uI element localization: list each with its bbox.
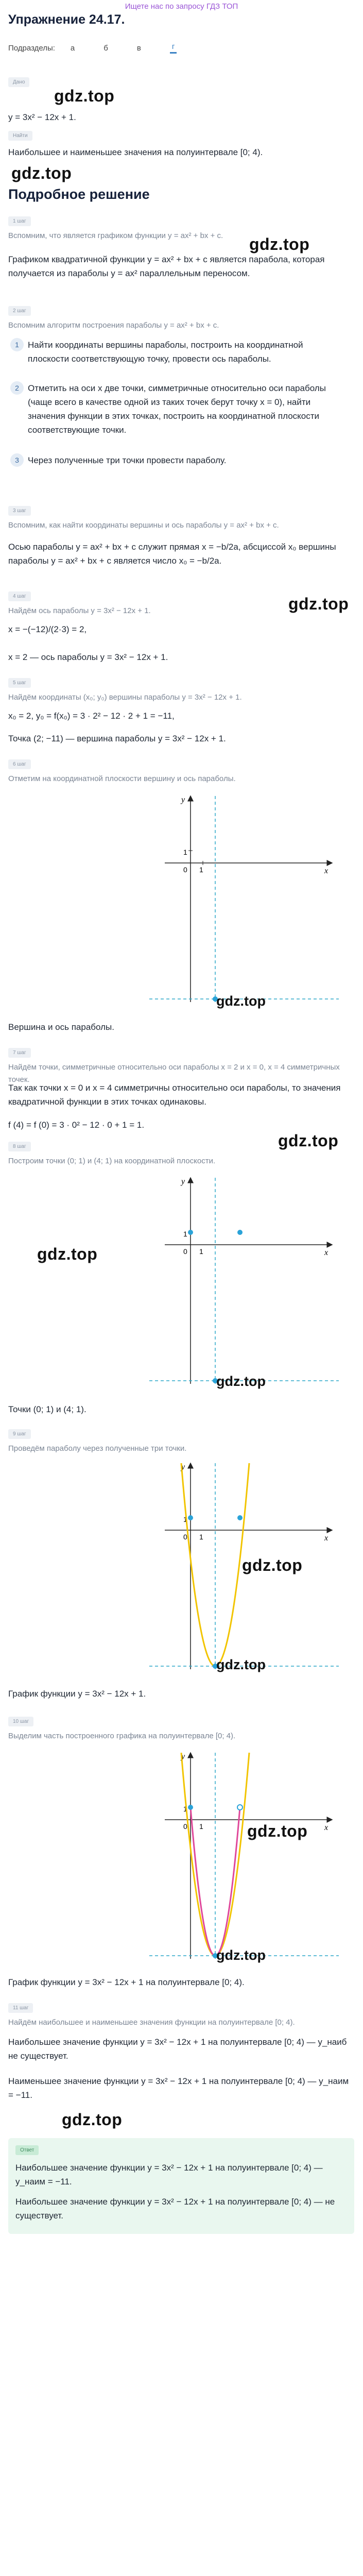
y-label: y bbox=[181, 1463, 185, 1471]
watermark: gdz.top bbox=[37, 1245, 98, 1263]
step-tag: 7 шаг bbox=[8, 1048, 31, 1058]
detailed-solution-title: Подробное решение bbox=[8, 187, 150, 202]
graph-interval bbox=[149, 1748, 339, 1964]
step-hint: Найдём точки, симметричные относительно оси параболы x = 2 и x = 0, x = 4 симметричных точек. bbox=[8, 1063, 340, 1084]
step-line: f (4) = f (0) = 3 · 0² − 12 · 0 + 1 = 1. bbox=[8, 1120, 145, 1130]
point-4-1 bbox=[237, 1515, 243, 1520]
step-line: x = −(−12)/(2·3) = 2, bbox=[8, 624, 87, 634]
tab-a[interactable]: а bbox=[70, 43, 75, 53]
top-banner-link[interactable]: Ищете нас по запросу ГДЗ ТОП bbox=[125, 2, 238, 11]
watermark: gdz.top bbox=[62, 2110, 123, 2129]
step-tag: 6 шаг bbox=[8, 759, 31, 769]
given-text: y = 3x² − 12x + 1. bbox=[8, 112, 76, 122]
given-tag: Дано bbox=[8, 77, 29, 87]
step-hint: Отметим на координатной плоскости вершину и ось параболы. bbox=[8, 774, 236, 783]
watermark: gdz.top bbox=[288, 595, 349, 613]
tick-x-label: 1 bbox=[199, 866, 203, 874]
step-line: x₀ = 2, y₀ = f(x₀) = 3 · 2² − 12 · 2 + 1 = −11, bbox=[8, 711, 175, 721]
origin-label: 0 bbox=[183, 866, 187, 874]
step-tag: 3 шаг bbox=[8, 506, 31, 516]
point-4-1-open bbox=[237, 1805, 243, 1810]
subsection-tabs bbox=[8, 42, 205, 54]
step-tag: 8 шаг bbox=[8, 1142, 31, 1151]
graph-vertex-axis bbox=[149, 791, 339, 1007]
watermark: gdz.top bbox=[247, 1822, 308, 1840]
page-title: Упражнение 24.17. bbox=[8, 12, 125, 27]
step-text: Осью параболы y = ax² + bx + c служит прямая x = −b/2a, абсциссой x₀ вершины параболы y = ax² + bx + c является число x₀ = −b/2a. bbox=[8, 542, 336, 566]
x-label: x bbox=[324, 867, 329, 875]
tab-g[interactable]: г bbox=[170, 42, 177, 54]
watermark: gdz.top bbox=[11, 164, 72, 182]
find-tag: Найти bbox=[8, 131, 32, 141]
watermark: gdz.top bbox=[54, 87, 115, 105]
step-tag: 9 шаг bbox=[8, 1429, 31, 1439]
step-tag: 2 шаг bbox=[8, 306, 31, 316]
algorithm-item: 3 Через полученные три точки провести параболу. bbox=[10, 453, 350, 467]
subsection-label: Подразделы: bbox=[8, 43, 55, 53]
x-label: x bbox=[324, 1823, 329, 1832]
step-text: Так как точки x = 0 и x = 4 симметричны относительно оси параболы, то значения квадратичной функции в этих точках одинаковы. bbox=[8, 1083, 341, 1107]
algorithm-item: 2 Отметить на оси x две точки, симметричные относительно оси параболы (чаще всего в качестве одной из таких точек берут точку x = 0), найти значения функции в этих точках, построить на координатной плоскости соответствующие точки. bbox=[10, 381, 350, 437]
origin-label: 0 bbox=[183, 1533, 187, 1541]
point-4-1 bbox=[237, 1230, 243, 1235]
step-hint: Вспомним, что является графиком функции y = ax² + bx + c. bbox=[8, 231, 223, 240]
step-line: x = 2 — ось параболы y = 3x² − 12x + 1. bbox=[8, 652, 168, 662]
tab-v[interactable]: в bbox=[136, 43, 141, 53]
x-label: x bbox=[324, 1534, 329, 1543]
point-0-1 bbox=[188, 1230, 193, 1235]
y-label: y bbox=[181, 795, 185, 804]
answer-box bbox=[8, 2138, 354, 2234]
graph-caption: График функции y = 3x² − 12x + 1 на полуинтервале [0; 4). bbox=[8, 1977, 245, 1987]
origin-label: 0 bbox=[183, 1247, 187, 1256]
step-tag: 10 шаг bbox=[8, 1717, 33, 1726]
tick-x-label: 1 bbox=[199, 1247, 203, 1256]
watermark: gdz.top bbox=[216, 993, 266, 1009]
step-hint: Вспомним алгоритм построения параболы y = ax² + bx + c. bbox=[8, 321, 219, 330]
origin-label: 0 bbox=[183, 1822, 187, 1831]
point-0-1 bbox=[188, 1805, 193, 1810]
step-line: Наименьшее значение функции y = 3x² − 12x + 1 на полуинтервале [0; 4) — y_наим = −11. bbox=[8, 2076, 349, 2100]
step-hint: Найдём координаты (x₀; y₀) вершины параболы y = 3x² − 12x + 1. bbox=[8, 693, 242, 702]
step-tag: 4 шаг bbox=[8, 591, 31, 601]
watermark: gdz.top bbox=[249, 235, 310, 253]
find-text: Наибольшее и наименьшее значения на полуинтервале [0; 4). bbox=[8, 147, 263, 157]
step-hint: Найдём наибольшее и наименьшее значения функции на полуинтервале [0; 4). bbox=[8, 2018, 295, 2027]
interval-highlight bbox=[191, 1807, 240, 1956]
algorithm-item: 1 Найти координаты вершины параболы, построить на координатной плоскости соответствующую точку, провести ось параболы. bbox=[10, 338, 350, 366]
step-tag: 5 шаг bbox=[8, 678, 31, 688]
tick-y-label: 1 bbox=[183, 1805, 187, 1813]
step-tag: 1 шаг bbox=[8, 216, 31, 226]
step-hint: Проведём параболу через полученные три точки. bbox=[8, 1444, 187, 1453]
step-hint: Построим точки (0; 1) и (4; 1) на координатной плоскости. bbox=[8, 1157, 216, 1165]
tick-y-label: 1 bbox=[183, 1515, 187, 1523]
watermark: gdz.top bbox=[242, 1556, 303, 1574]
y-label: y bbox=[181, 1177, 185, 1186]
tick-x-label: 1 bbox=[199, 1533, 203, 1541]
graph-caption: Точки (0; 1) и (4; 1). bbox=[8, 1404, 87, 1414]
step-text: Графиком квадратичной функции y = ax² + bx + c является парабола, которая получается из параболы y = ax² параллельным переносом. bbox=[8, 255, 325, 278]
point-0-1 bbox=[188, 1515, 193, 1520]
tick-x-label: 1 bbox=[199, 1822, 203, 1831]
y-label: y bbox=[181, 1752, 185, 1761]
watermark: gdz.top bbox=[216, 1374, 266, 1389]
watermark: gdz.top bbox=[278, 1131, 339, 1150]
answer-line: Наибольшее значение функции y = 3x² − 12x + 1 на полуинтервале [0; 4) — y_наим = −11. bbox=[15, 2163, 323, 2187]
step-line: Точка (2; −11) — вершина параболы y = 3x² − 12x + 1. bbox=[8, 734, 226, 743]
tick-y-label: 1 bbox=[183, 848, 187, 856]
watermark: gdz.top bbox=[216, 1657, 266, 1672]
step-tag: 11 шаг bbox=[8, 2003, 33, 2013]
answer-line: Наибольшее значение функции y = 3x² − 12x + 1 на полуинтервале [0; 4) — не существует. bbox=[15, 2197, 335, 2221]
x-label: x bbox=[324, 1248, 329, 1257]
graph-points bbox=[149, 1173, 339, 1389]
answer-tag: Ответ bbox=[15, 2145, 39, 2155]
step-hint: Выделим часть построенного графика на полуинтервале [0; 4). bbox=[8, 1732, 236, 1740]
tick-y-label: 1 bbox=[183, 1230, 187, 1238]
step-hint: Вспомним, как найти координаты вершины и ось параболы y = ax² + bx + c. bbox=[8, 521, 279, 530]
step-hint: Найдём ось параболы y = 3x² − 12x + 1. bbox=[8, 606, 151, 615]
step-line: Наибольшее значение функции y = 3x² − 12x + 1 на полуинтервале [0; 4) — y_наиб не существует. bbox=[8, 2037, 347, 2061]
graph-caption: Вершина и ось параболы. bbox=[8, 1022, 114, 1032]
watermark: gdz.top bbox=[216, 1947, 266, 1963]
tab-b[interactable]: б bbox=[103, 43, 108, 53]
graph-caption: График функции y = 3x² − 12x + 1. bbox=[8, 1689, 146, 1699]
